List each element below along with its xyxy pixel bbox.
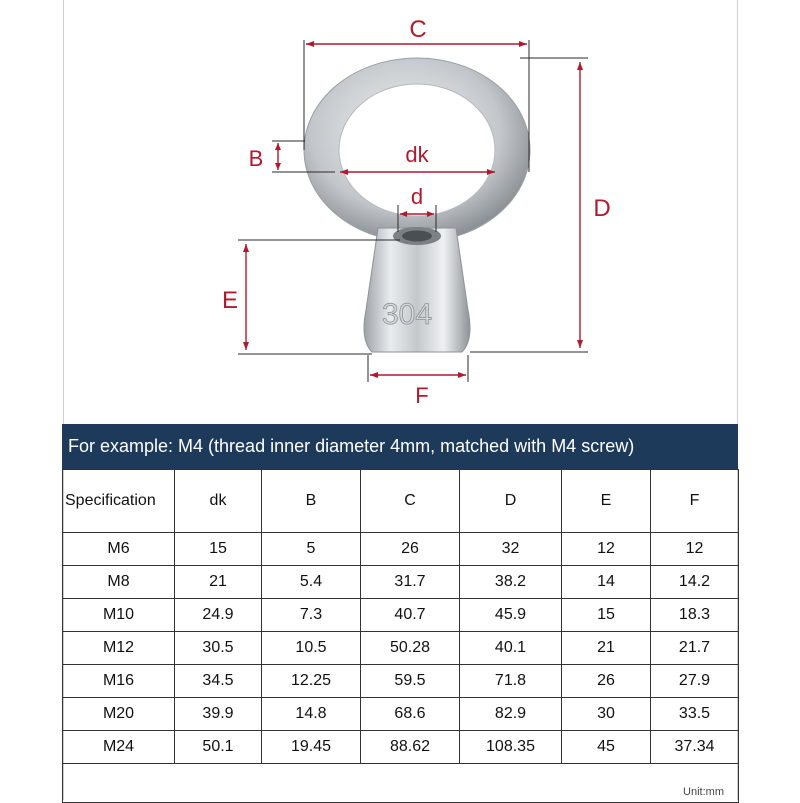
table-row [63, 698, 739, 731]
header-cell: dk [175, 470, 262, 533]
table-banner: For example: M4 (thread inner diameter 4mm, matched with M4 screw) [62, 424, 738, 469]
value-cell: 32 [460, 533, 562, 566]
nut-body [364, 227, 470, 352]
value-cell: 30.5 [175, 632, 262, 665]
value-cell: 50.1 [175, 731, 262, 764]
value-cell: 27.9 [651, 665, 739, 698]
value-cell: 10.5 [262, 632, 361, 665]
header-cell: F [651, 470, 739, 533]
value-cell: 31.7 [361, 566, 460, 599]
value-cell: 45.9 [460, 599, 562, 632]
table-row [63, 731, 739, 764]
value-cell: 26 [562, 665, 651, 698]
table-footer-row [63, 764, 739, 803]
material-stamp: 304 [381, 298, 433, 331]
value-cell: 26 [361, 533, 460, 566]
unit-note: Unit:mm [683, 786, 724, 798]
value-cell: 21 [562, 632, 651, 665]
spec-cell: M24 [63, 731, 175, 764]
spec-cell: M6 [63, 533, 175, 566]
spec-table [62, 469, 739, 803]
value-cell: 45 [562, 731, 651, 764]
table-row [63, 665, 739, 698]
header-cell: B [262, 470, 361, 533]
header-cell: Specification [63, 470, 175, 533]
value-cell: 30 [562, 698, 651, 731]
value-cell: 88.62 [361, 731, 460, 764]
value-cell: 15 [175, 533, 262, 566]
header-cell: C [361, 470, 460, 533]
spec-cell: M8 [63, 566, 175, 599]
value-cell: 82.9 [460, 698, 562, 731]
value-cell: 19.45 [262, 731, 361, 764]
value-cell: 37.34 [651, 731, 739, 764]
value-cell: 38.2 [460, 566, 562, 599]
value-cell: 21 [175, 566, 262, 599]
value-cell: 71.8 [460, 665, 562, 698]
value-cell: 39.9 [175, 698, 262, 731]
value-cell: 14.2 [651, 566, 739, 599]
spec-cell: M20 [63, 698, 175, 731]
table-row [63, 566, 739, 599]
value-cell: 14 [562, 566, 651, 599]
header-cell: E [562, 470, 651, 533]
label-E: E [221, 287, 239, 314]
value-cell: 12.25 [262, 665, 361, 698]
table-header-row [63, 470, 739, 533]
value-cell: 33.5 [651, 698, 739, 731]
value-cell: 68.6 [361, 698, 460, 731]
value-cell: 7.3 [262, 599, 361, 632]
spec-table-section [62, 424, 738, 803]
spec-cell: M12 [63, 632, 175, 665]
value-cell: 21.7 [651, 632, 739, 665]
value-cell: 14.8 [262, 698, 361, 731]
value-cell: 40.1 [460, 632, 562, 665]
value-cell: 50.28 [361, 632, 460, 665]
value-cell: 18.3 [651, 599, 739, 632]
table-row [63, 533, 739, 566]
label-C: C [409, 16, 427, 43]
value-cell: 59.5 [361, 665, 460, 698]
value-cell: 108.35 [460, 731, 562, 764]
table-row [63, 599, 739, 632]
label-F: F [415, 383, 429, 408]
value-cell: 24.9 [175, 599, 262, 632]
value-cell: 5.4 [262, 566, 361, 599]
value-cell: 12 [562, 533, 651, 566]
value-cell: 40.7 [361, 599, 460, 632]
spec-cell: M16 [63, 665, 175, 698]
spec-cell: M10 [63, 599, 175, 632]
value-cell: 34.5 [175, 665, 262, 698]
header-cell: D [460, 470, 562, 533]
value-cell: 15 [562, 599, 651, 632]
dimension-F [368, 355, 468, 408]
label-D: D [593, 195, 611, 222]
value-cell: 12 [651, 533, 739, 566]
footer-cell [63, 764, 739, 803]
label-d: d [410, 184, 424, 209]
label-B: B [248, 146, 264, 171]
label-dk: dk [405, 142, 429, 167]
value-cell: 5 [262, 533, 361, 566]
table-row [63, 632, 739, 665]
